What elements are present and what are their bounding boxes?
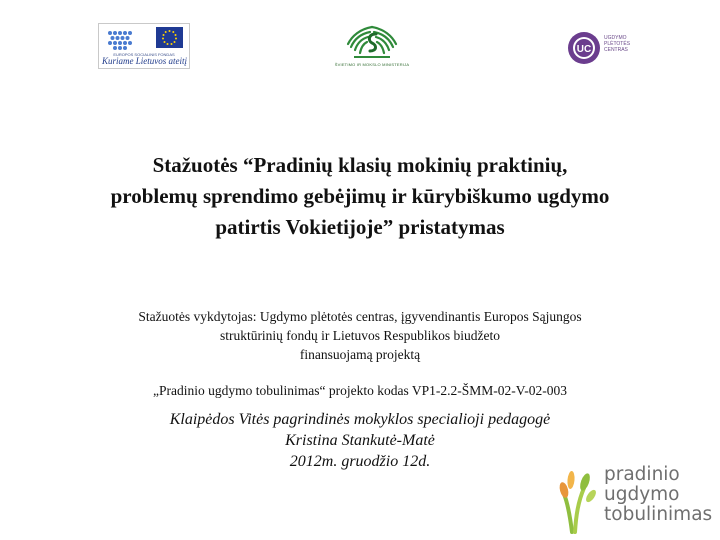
author-line: Kristina Stankutė-Matė — [285, 432, 435, 449]
title-line: patirtis Vokietijoje” pristatymas — [215, 215, 505, 239]
svg-text:UC: UC — [576, 44, 592, 55]
upc-text — [604, 35, 646, 53]
ugdymo-pletotes-centras-logo — [566, 28, 646, 68]
esf-emblem-icon — [104, 28, 136, 52]
executor-text — [70, 307, 650, 364]
esf-tiny-text: EUROPOS SOCIALINIS FONDAS — [113, 52, 175, 57]
title-line: problemų sprendimo gebėjimų ir kūrybiškumo ugdymo — [110, 184, 610, 208]
presentation-title — [40, 150, 680, 243]
upc-line: PLĖTOTĖS — [604, 41, 631, 47]
upc-emblem-icon — [566, 30, 602, 66]
pradinio-logo-line: tobulinimas — [604, 504, 713, 525]
author-line: Klaipėdos Vitės pagrindinės mokyklos specialioji pedagogė — [169, 411, 551, 428]
eu-flag-icon — [156, 27, 183, 48]
esf-slogan: Kuriame Lietuvos ateitį — [102, 56, 187, 66]
pradinio-ugdymo-tobulinimas-logo — [552, 460, 720, 538]
project-code-text: „Pradinio ugdymo tobulinimas“ projekto kodas VP1-2.2-ŠMM-02-V-02-003 — [153, 383, 567, 398]
executor-line: finansuojamą projektą — [299, 347, 421, 362]
logos-row — [0, 20, 720, 72]
pradinio-logo-line: pradinio — [604, 464, 680, 485]
author-line: 2012m. gruodžio 12d. — [289, 453, 431, 470]
ministry-emblem-icon — [330, 24, 414, 62]
ministry-caption: ŠVIETIMO IR MOKSLO MINISTERIJA — [334, 62, 410, 67]
upc-line: CENTRAS — [604, 47, 628, 53]
ministry-logo — [330, 24, 414, 70]
executor-line: Stažuotės vykdytojas: Ugdymo plėtotės centras, įgyvendinantis Europos Sąjungos — [138, 309, 582, 324]
pradinio-logo-text — [604, 465, 712, 525]
sprout-icon — [558, 466, 598, 534]
eu-structural-funds-logo — [98, 23, 190, 69]
executor-line: struktūrinių fondų ir Lietuvos Respublikos biudžeto — [219, 328, 501, 343]
title-line: Stažuotės “Pradinių klasių mokinių praktinių, — [152, 153, 568, 177]
upc-line: UGDYMO — [604, 35, 627, 41]
pradinio-logo-line: ugdymo — [604, 484, 680, 505]
